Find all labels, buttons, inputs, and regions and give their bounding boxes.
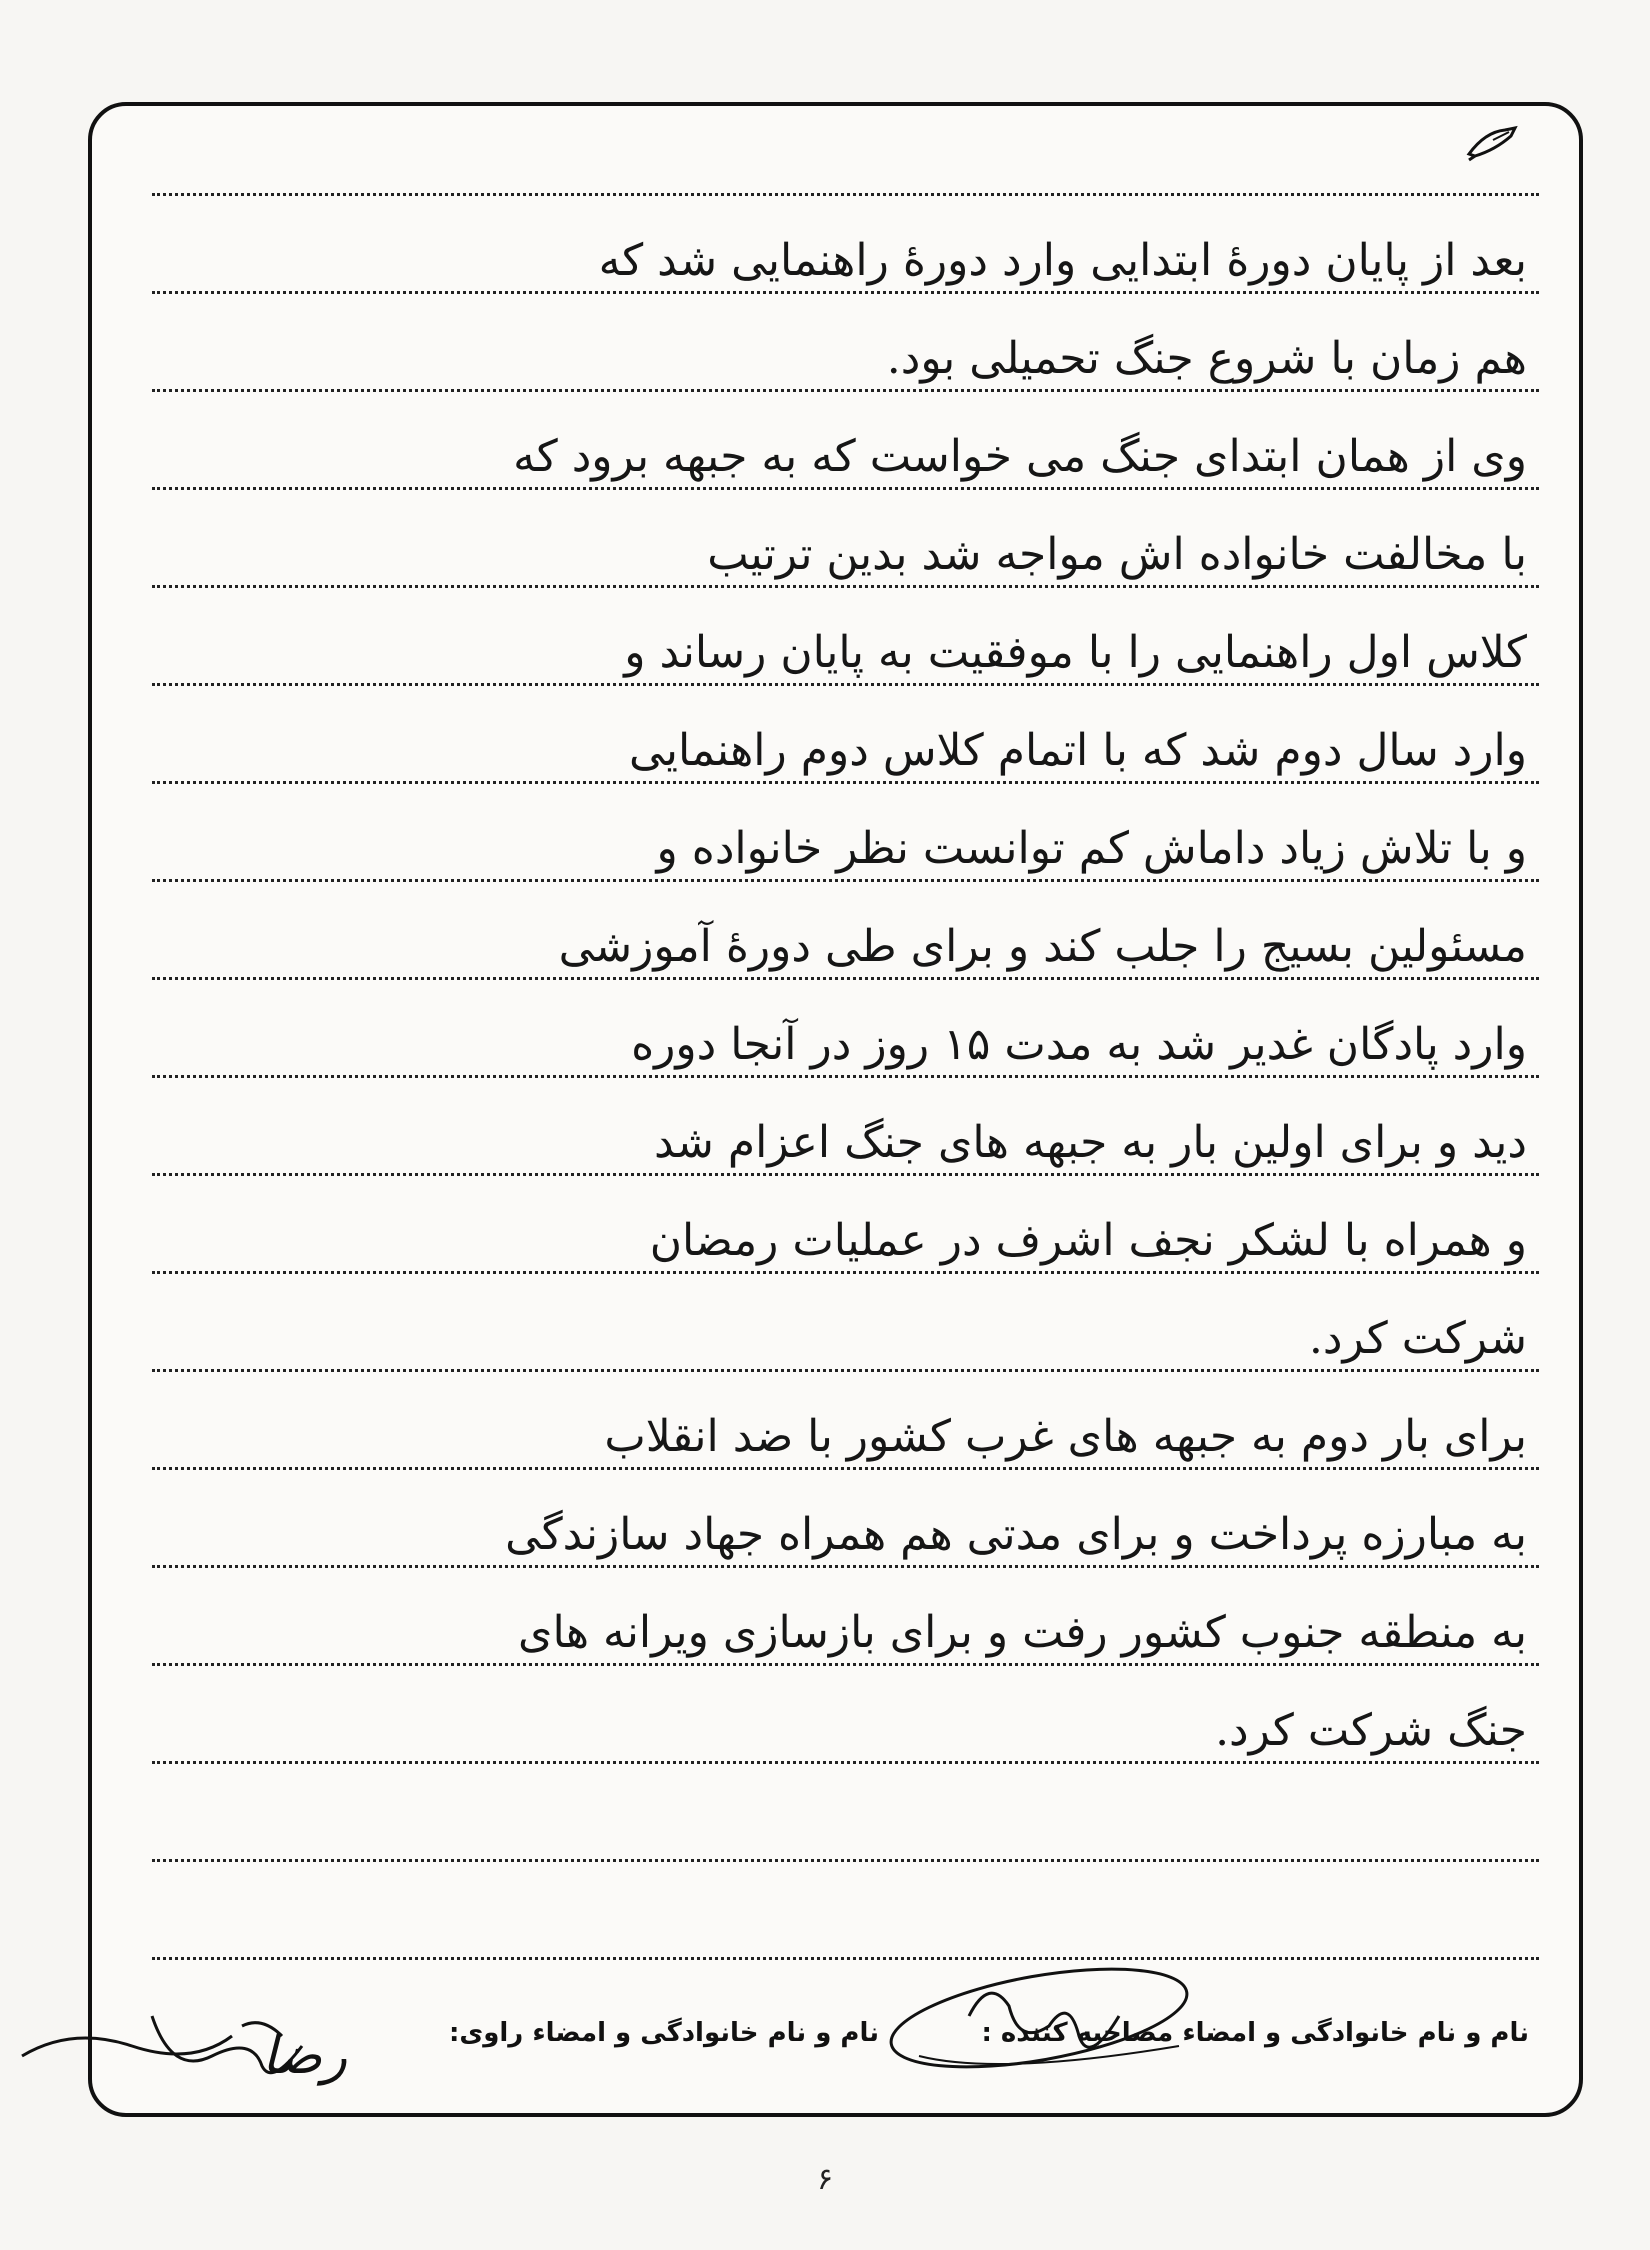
page-frame [88,102,1583,2117]
text-line [152,616,1539,686]
dotted-rule [152,1957,1539,1960]
handwritten-text: کلاس اول راهنمایی را با موفقیت به پایان رساند و [624,627,1527,678]
handwritten-text: و با تلاش زیاد داماش کم توانست نظر خانواده و [656,823,1527,874]
narrator-signature-text: رضا [262,2026,348,2086]
dotted-rule [152,977,1539,980]
dotted-rule [152,487,1539,490]
text-line [152,812,1539,882]
text-line [152,1008,1539,1078]
handwritten-text: دید و برای اولین بار به جبهه های جنگ اعزام شد [653,1117,1527,1168]
text-line [152,1302,1539,1372]
text-line [152,714,1539,784]
text-line [152,1792,1539,1862]
dotted-rule [152,1859,1539,1862]
dotted-rule [152,1761,1539,1764]
handwritten-text: وی از همان ابتدای جنگ می خواست که به جبهه برود که [513,431,1527,482]
text-line [152,1694,1539,1764]
interviewer-signature-label: نام و نام خانوادگی و امضاء مصاحبه کننده : [981,2018,1529,2048]
text-line [152,1400,1539,1470]
handwritten-text: به مبارزه پرداخت و برای مدتی هم همراه جهاد سازندگی [505,1509,1527,1560]
text-line [152,322,1539,392]
interviewer-signature [879,1956,1209,2086]
dotted-rule [152,1467,1539,1470]
handwritten-text: جنگ شرکت کرد. [1215,1705,1527,1756]
handwritten-text: برای بار دوم به جبهه های غرب کشور با ضد انقلاب [604,1411,1527,1462]
text-line [152,420,1539,490]
dotted-rule [152,683,1539,686]
dotted-rule [152,585,1539,588]
handwritten-text: و همراه با لشکر نجف اشرف در عملیات رمضان [649,1215,1527,1266]
text-line [152,518,1539,588]
dotted-rule [152,1173,1539,1176]
dotted-rule [152,1663,1539,1666]
text-line [152,1596,1539,1666]
handwritten-text: با مخالفت خانواده اش مواجه شد بدین ترتیب [707,529,1527,580]
text-line [152,1204,1539,1274]
handwritten-text: بعد از پایان دورهٔ ابتدایی وارد دورهٔ راهنمایی شد که [598,235,1527,286]
signature-footer [152,1996,1539,2076]
dotted-rule [152,193,1539,196]
dotted-rule [152,389,1539,392]
handwritten-text: به منطقه جنوب کشور رفت و برای بازسازی ویرانه های [518,1607,1527,1658]
dotted-rule [152,1369,1539,1372]
page-number: ۶ [816,2162,834,2197]
dotted-rule [152,879,1539,882]
handwritten-text: شرکت کرد. [1308,1313,1527,1364]
text-line [152,224,1539,294]
dotted-rule [152,781,1539,784]
dotted-rule [152,1565,1539,1568]
dotted-rule [152,291,1539,294]
text-line [152,1890,1539,1960]
handwritten-text: مسئولین بسیج را جلب کند و برای طی دورهٔ آموزشی [558,921,1527,972]
text-line [152,126,1539,196]
text-line [152,1106,1539,1176]
handwritten-text: وارد پادگان غدیر شد به مدت ۱۵ روز در آنجا دوره [631,1019,1527,1070]
handwritten-text: وارد سال دوم شد که با اتمام کلاس دوم راهنمایی [629,725,1527,776]
text-line [152,910,1539,980]
handwritten-text: هم زمان با شروع جنگ تحمیلی بود. [886,333,1527,384]
dotted-rule [152,1271,1539,1274]
narrator-signature-label: نام و نام خانوادگی و امضاء راوی: [449,2018,879,2048]
text-line [152,1498,1539,1568]
dotted-rule [152,1075,1539,1078]
